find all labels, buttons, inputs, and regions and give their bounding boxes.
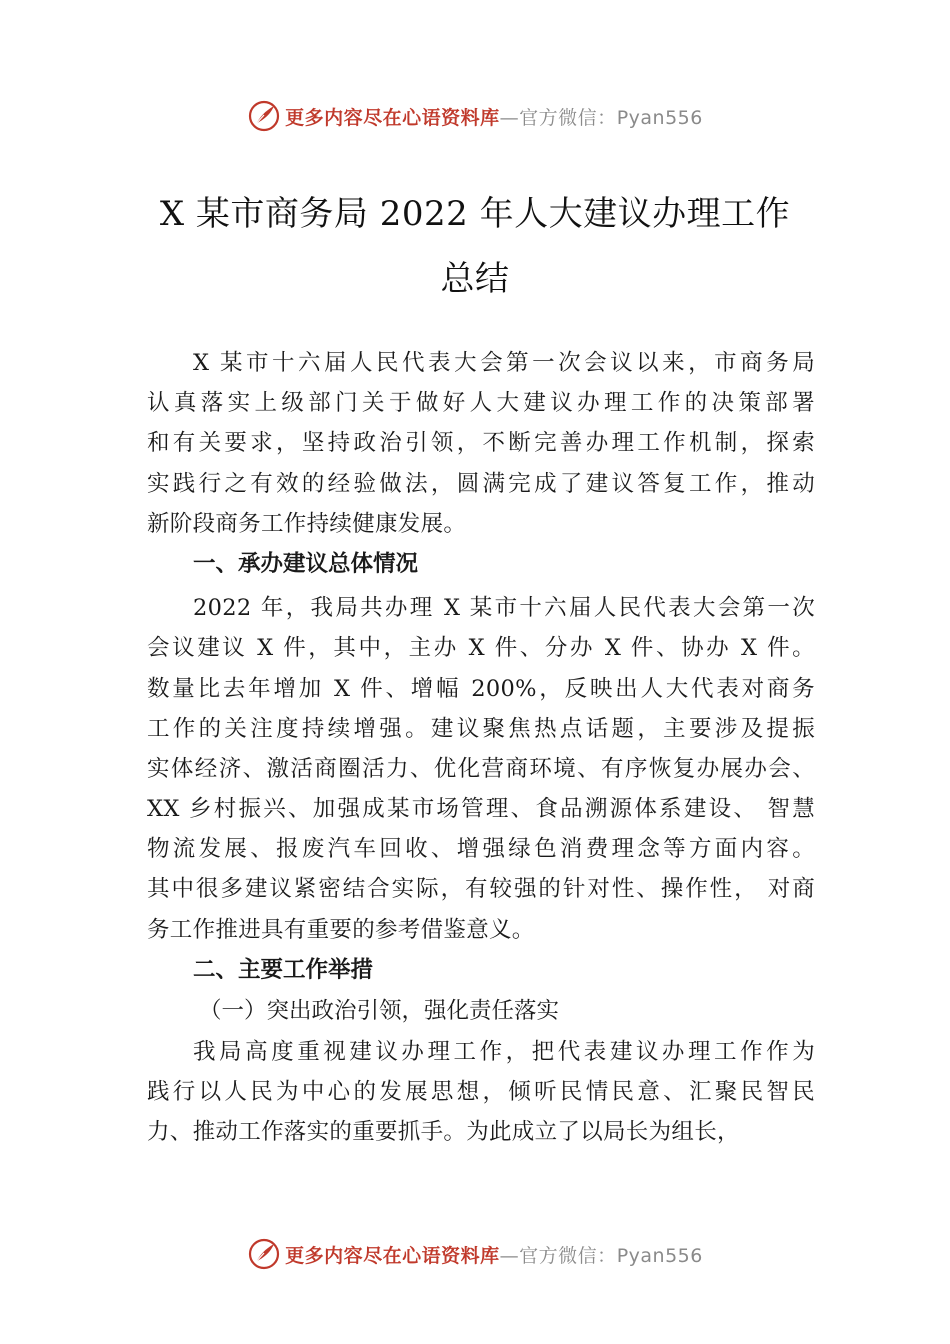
section-heading-1: 一、承办建议总体情况 [193,550,419,577]
banner-text [285,103,703,130]
paragraph-line: X 某市十六届人民代表大会第一次会议以来，市商务局 [193,350,815,376]
paragraph-line: 和有关要求，坚持政治引领，不断完善办理工作机制，探索 [147,430,815,457]
paragraph-line: 新阶段商务工作持续健康发展。 [147,510,467,537]
document-body [147,343,815,1153]
document-title-line-1: X 某市商务局 2022 年人大建议办理工作 [159,194,791,234]
paragraph-line: 认真落实上级部门关于做好人大建议办理工作的决策部署 [147,390,815,417]
paragraph-line: 践行以人民为中心的发展思想，倾听民情民意、汇聚民智民 [147,1079,815,1106]
paragraph-line: 实践行之有效的经验做法，圆满完成了建议答复工作，推动 [147,470,815,497]
paragraph-line: 其中很多建议紧密结合实际，有较强的针对性、操作性， 对商 [147,876,815,903]
banner-gray-text: —官方微信： [499,1244,617,1267]
paragraph-line: XX 乡村振兴、加强成某市场管理、食品溯源体系建设、 智慧 [147,796,815,823]
banner-account: Pyan556 [616,1244,703,1267]
paragraph-line: 2022 年，我局共办理 X 某市十六届人民代表大会第一次 [193,595,815,622]
banner-text [285,1241,703,1268]
intro-paragraph [147,343,815,544]
paragraph-line: 数量比去年增加 X 件、增幅 200%，反映出人大代表对商务 [147,675,815,702]
section-1-paragraph [147,588,815,950]
subsection-heading-1: （一）突出政治引领，强化责任落实 [199,998,560,1024]
document-title-line-2: 总结 [440,259,510,299]
paragraph-line: 物流发展、报废汽车回收、增强绿色消费理念等方面内容。 [147,836,815,863]
paragraph-line: 会议建议 X 件，其中，主办 X 件、分办 X 件、协办 X 件。 [147,635,815,662]
banner-red-text: 更多内容尽在心语资料库 [285,106,500,129]
paragraph-line: 务工作推进具有重要的参考借鉴意义。 [147,916,535,943]
paragraph-line: 力、推动工作落实的重要抓手。为此成立了以局长为组长， [147,1119,740,1146]
quill-pen-logo-icon [247,99,281,133]
paragraph-line: 实体经济、激活商圈活力、优化营商环境、有序恢复办展办会、 [147,755,815,782]
banner-red-text: 更多内容尽在心语资料库 [285,1244,500,1267]
section-2-paragraph [147,1032,815,1153]
header-watermark-banner [0,96,950,136]
section-heading-2: 二、主要工作举措 [193,956,374,983]
paragraph-line: 我局高度重视建议办理工作，把代表建议办理工作作为 [193,1039,815,1065]
banner-account: Pyan556 [616,106,703,129]
quill-pen-logo-icon [247,1237,281,1271]
paragraph-line: 工作的关注度持续增强。建议聚焦热点话题，主要涉及提振 [147,715,815,742]
banner-gray-text: —官方微信： [499,106,617,129]
footer-watermark-banner [0,1234,950,1274]
